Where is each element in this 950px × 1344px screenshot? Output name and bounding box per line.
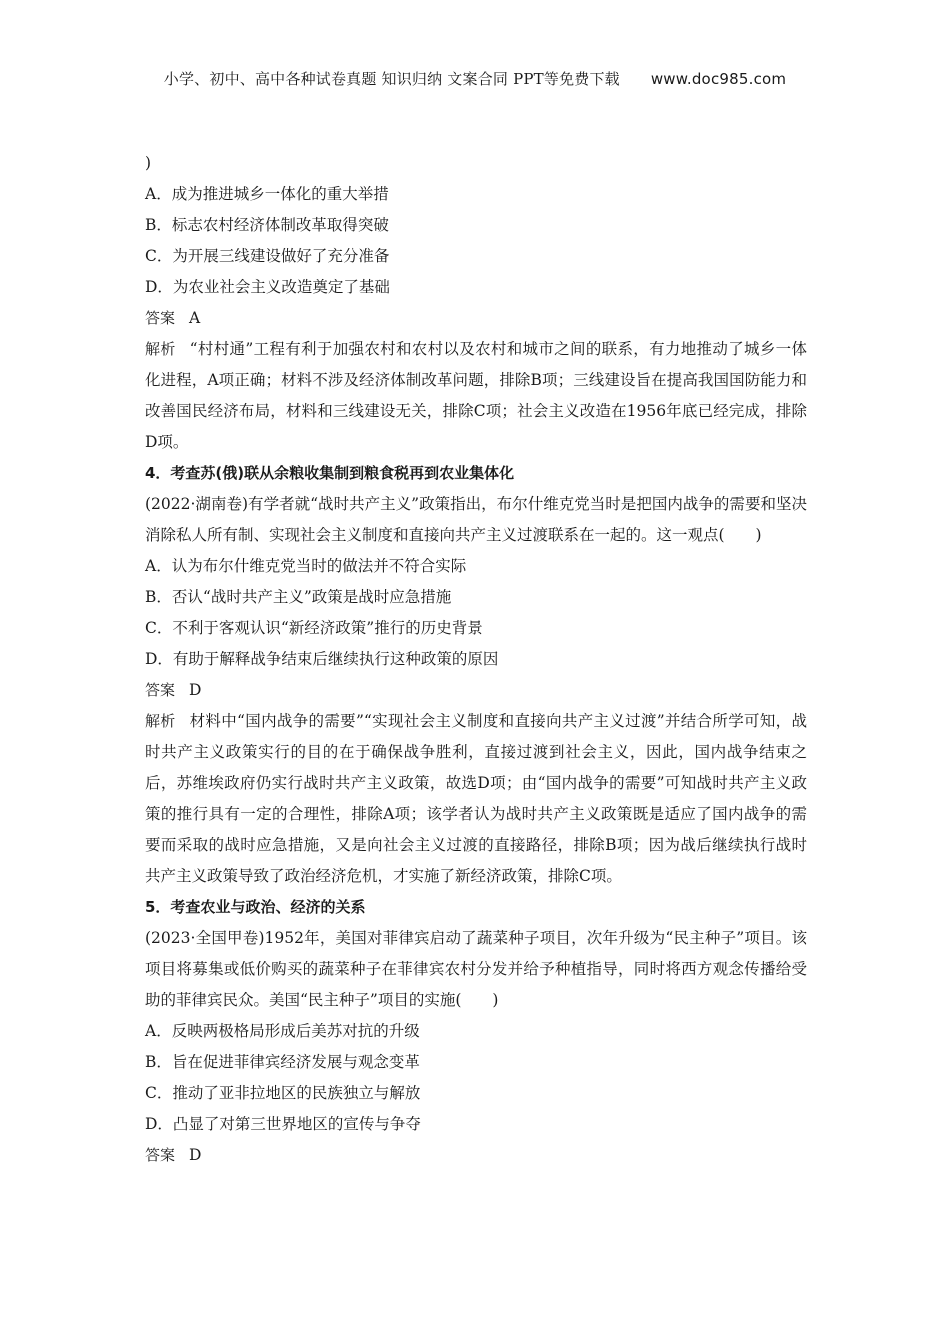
- question-4: [145, 458, 807, 892]
- header-site: www.doc985.com: [650, 70, 787, 88]
- question-3: [145, 148, 807, 458]
- answer-label: 答案: [145, 1146, 176, 1164]
- q5-option-b: B．旨在促进菲律宾经济发展与观念变革: [145, 1053, 420, 1071]
- q4-option-b: B．否认“战时共产主义”政策是战时应急措施: [145, 588, 452, 606]
- q4-analysis: [145, 706, 807, 892]
- answer-value: D: [189, 681, 202, 699]
- q4-option-c: C．不利于客观认识“新经济政策”推行的历史背景: [145, 619, 483, 637]
- q4-option-d: D．有助于解释战争结束后继续执行这种政策的原因: [145, 650, 499, 668]
- page-header: [0, 68, 950, 89]
- question-5: [145, 892, 807, 1171]
- q3-stem-tail: ): [145, 154, 152, 172]
- document-body: [145, 148, 807, 1171]
- q3-option-a: A．成为推进城乡一体化的重大举措: [145, 185, 389, 203]
- answer-label: 答案: [145, 681, 176, 699]
- q4-heading: 4．考查苏(俄)联从余粮收集制到粮食税再到农业集体化: [145, 464, 515, 482]
- analysis-text: “村村通”工程有利于加强农村和农村以及农村和城市之间的联系，有力地推动了城乡一体化进程，A项正确；材料不涉及经济体制改革问题，排除B项；三线建设旨在提高我国国防能力和改善国民经济布局，材料和三线建设无关，排除C项；社会主义改造在1956年底已经完成，排除D项。: [145, 340, 807, 451]
- header-text: 小学、初中、高中各种试卷真题 知识归纳 文案合同 PPT等免费下载: [163, 70, 620, 88]
- q5-option-d: D．凸显了对第三世界地区的宣传与争夺: [145, 1115, 421, 1133]
- q4-stem: (2022·湖南卷)有学者就“战时共产主义”政策指出，布尔什维克党当时是把国内战争的需要和坚决消除私人所有制、实现社会主义制度和直接向共产主义过渡联系在一起的。这一观点( ): [145, 495, 807, 544]
- q3-option-b: B．标志农村经济体制改革取得突破: [145, 216, 389, 234]
- answer-value: D: [189, 1146, 202, 1164]
- q4-answer: [145, 675, 807, 706]
- q3-analysis: [145, 334, 807, 458]
- q5-heading: 5．考查农业与政治、经济的关系: [145, 898, 366, 916]
- answer-value: A: [189, 309, 201, 327]
- q4-option-a: A．认为布尔什维克党当时的做法并不符合实际: [145, 557, 467, 575]
- analysis-label: 解析: [145, 712, 176, 730]
- q3-option-d: D．为农业社会主义改造奠定了基础: [145, 278, 390, 296]
- q3-option-c: C．为开展三线建设做好了充分准备: [145, 247, 390, 265]
- q5-answer: [145, 1140, 807, 1171]
- q5-option-c: C．推动了亚非拉地区的民族独立与解放: [145, 1084, 421, 1102]
- analysis-text: 材料中“国内战争的需要”“实现社会主义制度和直接向共产主义过渡”并结合所学可知，战时共产主义政策实行的目的在于确保战争胜利，直接过渡到社会主义，因此，国内战争结束之后，苏维埃政府仍实行战时共产主义政策，故选D项；由“国内战争的需要”可知战时共产主义政策的推行具有一定的合理性，排除A项；该学者认为战时共产主义政策既是适应了国内战争的需要而采取的战时应急措施，又是向社会主义过渡的直接路径，排除B项；因为战后继续执行战时共产主义政策导致了政治经济危机，才实施了新经济政策，排除C项。: [145, 712, 807, 885]
- q5-option-a: A．反映两极格局形成后美苏对抗的升级: [145, 1022, 420, 1040]
- analysis-label: 解析: [145, 340, 176, 358]
- q5-stem: (2023·全国甲卷)1952年，美国对菲律宾启动了蔬菜种子项目，次年升级为“民主种子”项目。该项目将募集或低价购买的蔬菜种子在菲律宾农村分发并给予种植指导，同时将西方观念传播给受助的菲律宾民众。美国“民主种子”项目的实施( ): [145, 929, 807, 1009]
- answer-label: 答案: [145, 309, 176, 327]
- q3-answer: [145, 303, 807, 334]
